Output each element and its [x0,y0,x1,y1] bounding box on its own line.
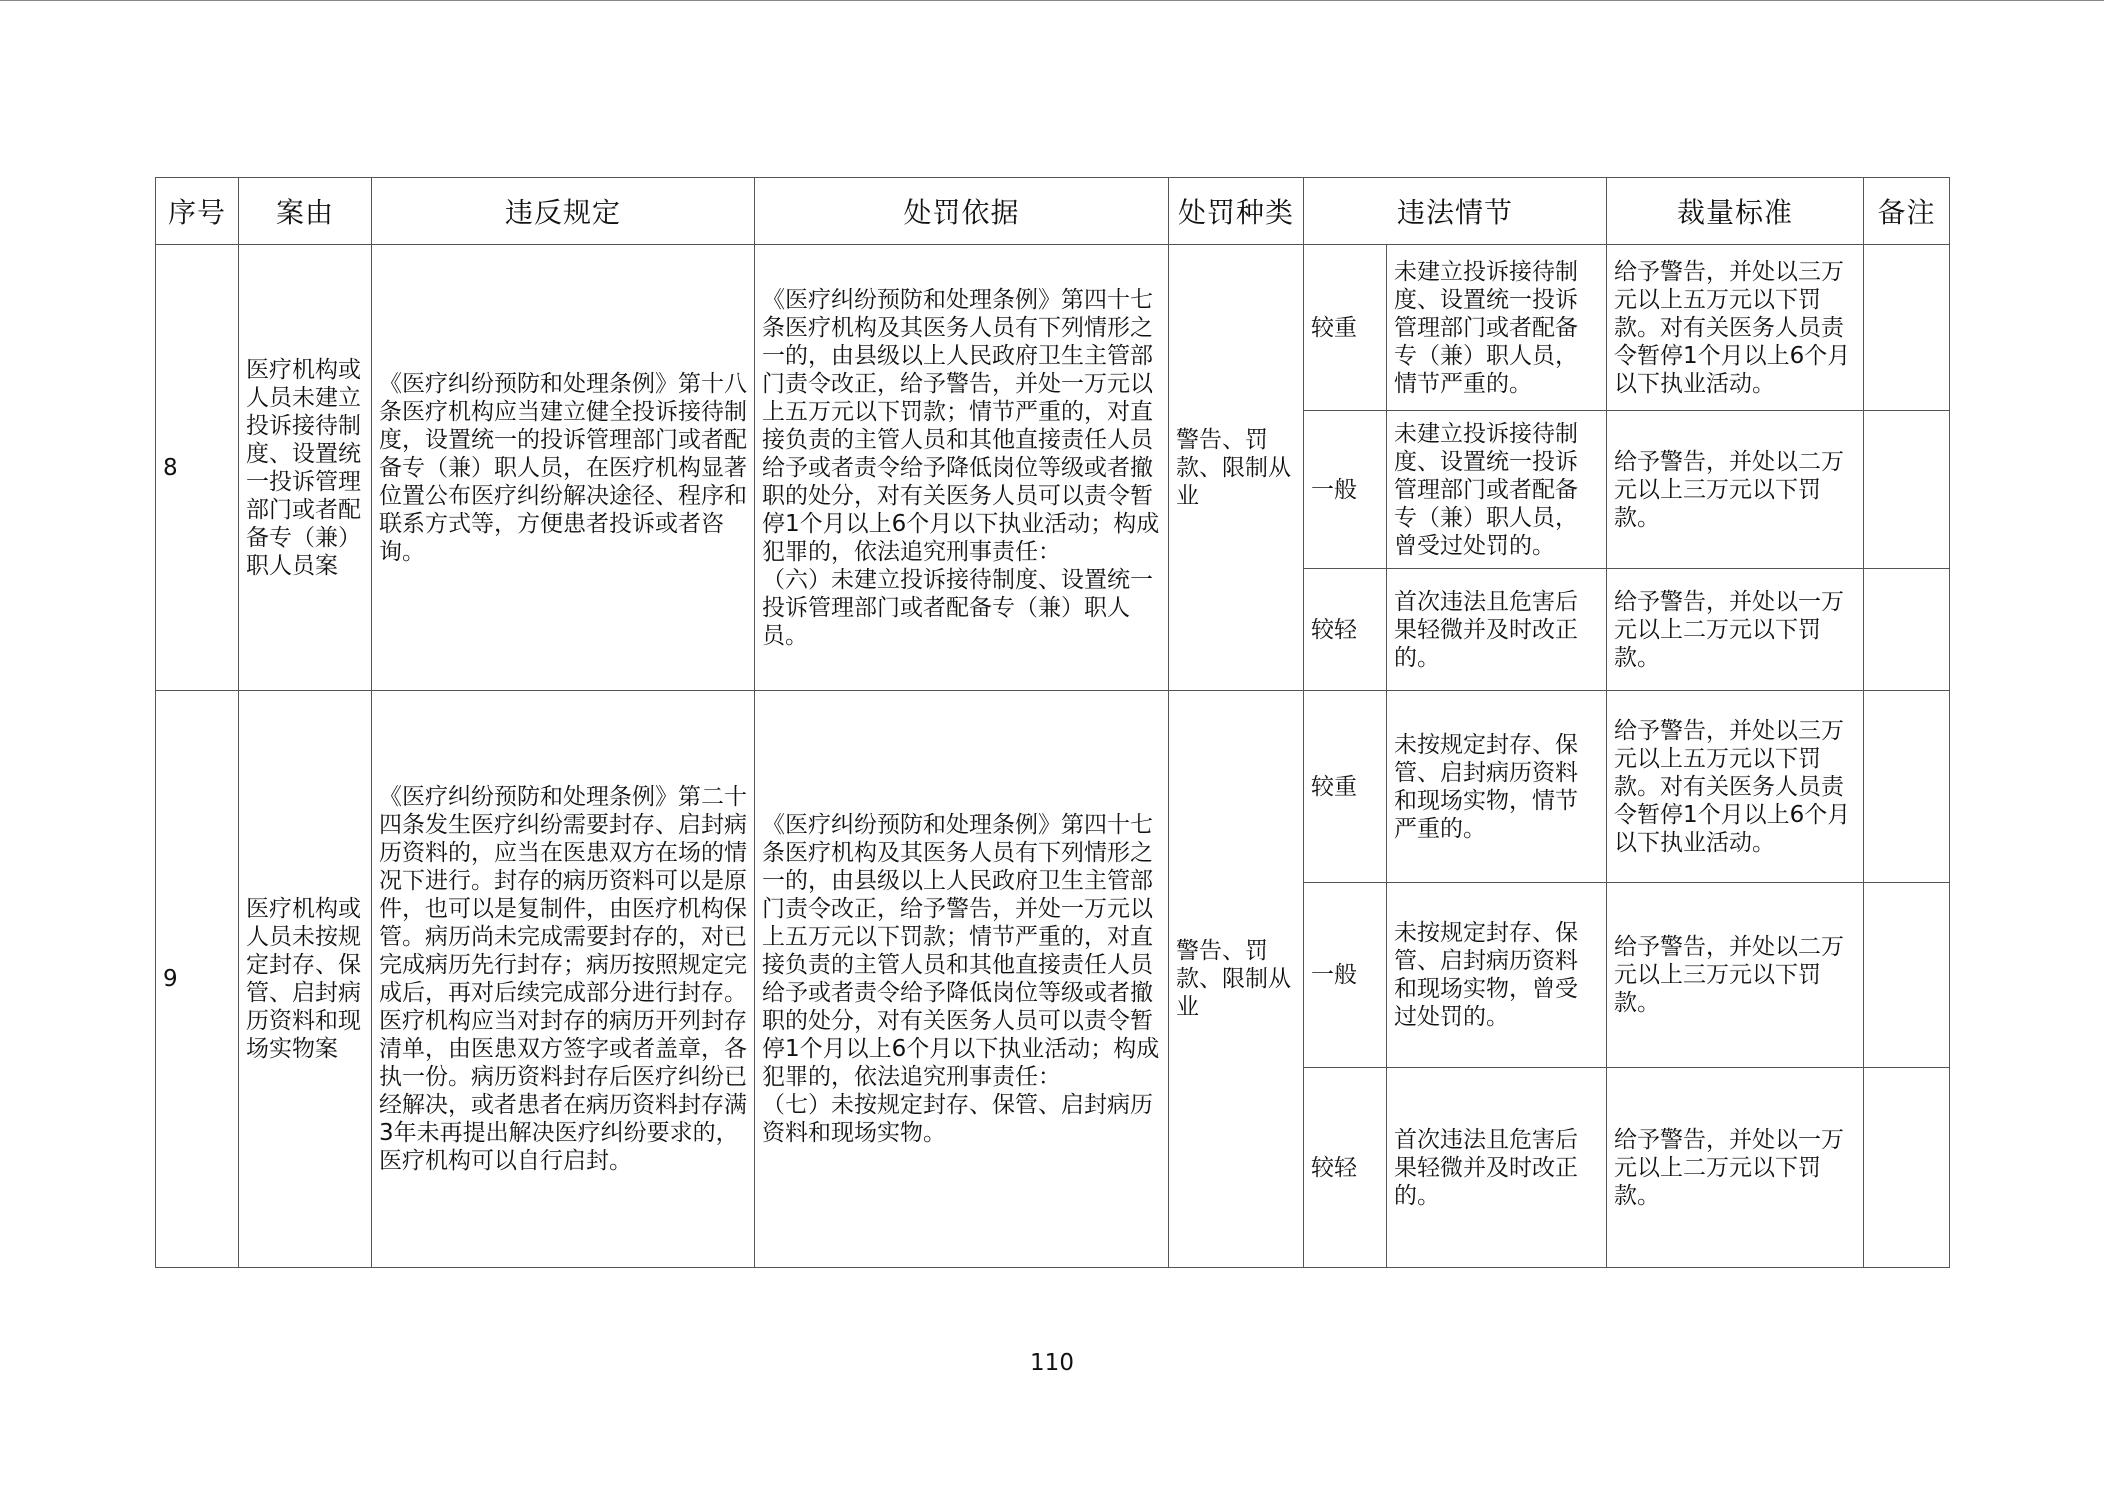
level-circumstance: 首次违法且危害后果轻微并及时改正的。 [1387,1068,1607,1268]
level-remarks [1864,411,1950,569]
row-index: 8 [156,245,239,691]
level-circumstance: 未按规定封存、保管、启封病历资料和现场实物，情节严重的。 [1387,691,1607,883]
table-header-row [156,178,1950,245]
level-circumstance: 未建立投诉接待制度、设置统一投诉管理部门或者配备专（兼）职人员，情节严重的。 [1387,245,1607,411]
row-basis: 《医疗纠纷预防和处理条例》第四十七条医疗机构及其医务人员有下列情形之一的，由县级以上人民政府卫生主管部门责令改正，给予警告，并处一万元以上五万元以下罚款；情节严重的，对直接负责的主管人员和其他直接责任人员给予或者责令给予降低岗位等级或者撤职的处分，对有关医务人员可以责令暂停1个月以上6个月以下执业活动；构成犯罪的，依法追究刑事责任： （六）未建立投诉接待制度、设置统一投诉管理部门或者配备专（兼）职人员。 [755,245,1169,691]
level-circumstance: 未按规定封存、保管、启封病历资料和现场实物，曾受过处罚的。 [1387,883,1607,1068]
header-index: 序号 [156,178,239,245]
row-basis: 《医疗纠纷预防和处理条例》第四十七条医疗机构及其医务人员有下列情形之一的，由县级以上人民政府卫生主管部门责令改正，给予警告，并处一万元以上五万元以下罚款；情节严重的，对直接负责的主管人员和其他直接责任人员给予或者责令给予降低岗位等级或者撤职的处分，对有关医务人员可以责令暂停1个月以上6个月以下执业活动；构成犯罪的，依法追究刑事责任： （七）未按规定封存、保管、启封病历资料和现场实物。 [755,691,1169,1268]
header-circumstance: 违法情节 [1304,178,1607,245]
level-remarks [1864,569,1950,691]
row-penalty-type: 警告、罚款、限制从业 [1169,691,1304,1268]
level-standard: 给予警告，并处以三万元以上五万元以下罚款。对有关医务人员责令暂停1个月以上6个月以下执业活动。 [1607,691,1864,883]
level-remarks [1864,883,1950,1068]
row-case: 医疗机构或人员未建立投诉接待制度、设置统一投诉管理部门或者配备专（兼）职人员案 [239,245,372,691]
level-label: 较重 [1304,691,1387,883]
header-basis: 处罚依据 [755,178,1169,245]
level-label: 较轻 [1304,1068,1387,1268]
header-violation: 违反规定 [372,178,755,245]
header-remarks: 备注 [1864,178,1950,245]
level-circumstance: 首次违法且危害后果轻微并及时改正的。 [1387,569,1607,691]
level-label: 一般 [1304,883,1387,1068]
row-index: 9 [156,691,239,1268]
row-violation: 《医疗纠纷预防和处理条例》第十八条医疗机构应当建立健全投诉接待制度，设置统一的投诉管理部门或者配备专（兼）职人员，在医疗机构显著位置公布医疗纠纷解决途径、程序和联系方式等，方便患者投诉或者咨询。 [372,245,755,691]
page-number: 110 [1030,1350,1074,1376]
penalty-discretion-table [155,177,1950,1268]
level-circumstance: 未建立投诉接待制度、设置统一投诉管理部门或者配备专（兼）职人员，曾受过处罚的。 [1387,411,1607,569]
row-penalty-type: 警告、罚款、限制从业 [1169,245,1304,691]
header-standard: 裁量标准 [1607,178,1864,245]
level-remarks [1864,1068,1950,1268]
level-label: 较重 [1304,245,1387,411]
level-standard: 给予警告，并处以一万元以上二万元以下罚款。 [1607,569,1864,691]
level-remarks [1864,245,1950,411]
level-remarks [1864,691,1950,883]
table-row [156,245,1950,411]
row-case: 医疗机构或人员未按规定封存、保管、启封病历资料和现场实物案 [239,691,372,1268]
table-row [156,691,1950,883]
page-top-border [0,0,2104,1]
level-standard: 给予警告，并处以三万元以上五万元以下罚款。对有关医务人员责令暂停1个月以上6个月以下执业活动。 [1607,245,1864,411]
header-case: 案由 [239,178,372,245]
level-label: 一般 [1304,411,1387,569]
level-label: 较轻 [1304,569,1387,691]
level-standard: 给予警告，并处以一万元以上二万元以下罚款。 [1607,1068,1864,1268]
row-violation: 《医疗纠纷预防和处理条例》第二十四条发生医疗纠纷需要封存、启封病历资料的，应当在医患双方在场的情况下进行。封存的病历资料可以是原件，也可以是复制件，由医疗机构保管。病历尚未完成需要封存的，对已完成病历先行封存；病历按照规定完成后，再对后续完成部分进行封存。医疗机构应当对封存的病历开列封存清单，由医患双方签字或者盖章，各执一份。病历资料封存后医疗纠纷已经解决，或者患者在病历资料封存满3年未再提出解决医疗纠纷要求的，医疗机构可以自行启封。 [372,691,755,1268]
level-standard: 给予警告，并处以二万元以上三万元以下罚款。 [1607,411,1864,569]
header-penalty-type: 处罚种类 [1169,178,1304,245]
level-standard: 给予警告，并处以二万元以上三万元以下罚款。 [1607,883,1864,1068]
